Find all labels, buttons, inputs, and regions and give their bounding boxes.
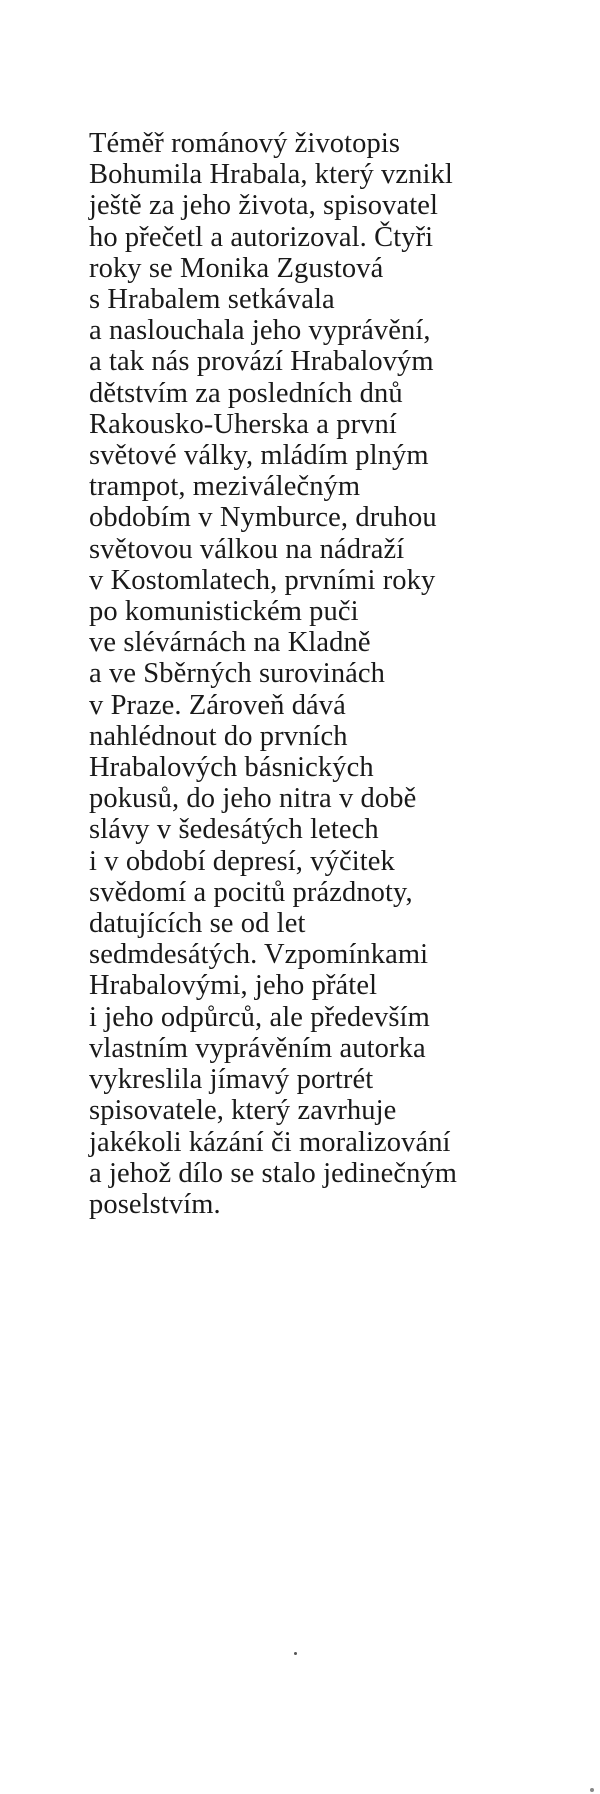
- blurb-line: s Hrabalem setkávala: [89, 284, 335, 316]
- blurb-line: obdobím v Nymburce, druhou: [89, 502, 437, 534]
- blurb-line: pokusů, do jeho nitra v době: [89, 783, 417, 815]
- blurb-line: dětstvím za posledních dnů: [89, 377, 403, 409]
- blurb-line: vlastním vyprávěním autorka: [89, 1032, 426, 1064]
- blurb-line: roky se Monika Zgustová: [89, 252, 384, 284]
- blurb-line: slávy v šedesátých letech: [89, 814, 379, 846]
- blurb-line: vykreslila jímavý portrét: [89, 1064, 374, 1096]
- blurb-line: Téměř románový životopis: [89, 128, 401, 159]
- blurb-line: v Kostomlatech, prvními roky: [89, 564, 436, 596]
- book-blurb-text: [89, 128, 589, 1220]
- blurb-line: světové války, mládím plným: [89, 440, 429, 472]
- blurb-line: v Praze. Zároveň dává: [89, 689, 346, 721]
- blurb-line: poselstvím.: [89, 1188, 221, 1220]
- blurb-line: spisovatele, který zavrhuje: [89, 1095, 397, 1127]
- blurb-line: Hrabalovými, jeho přátel: [89, 970, 378, 1002]
- blurb-line: Bohumila Hrabala, který vznikl: [89, 159, 453, 191]
- blurb-line: Rakousko-Uherska a první: [89, 408, 397, 440]
- blurb-line: po komunistickém puči: [89, 596, 359, 628]
- blurb-line: sedmdesátých. Vzpomínkami: [89, 939, 429, 971]
- blurb-line: i v období depresí, výčitek: [89, 845, 395, 877]
- scan-speck: [294, 1652, 297, 1655]
- blurb-line: světovou válkou na nádraží: [89, 533, 405, 565]
- blurb-line: trampot, meziválečným: [89, 471, 361, 503]
- blurb-line: ve slévárnách na Kladně: [89, 627, 371, 659]
- blurb-line: Hrabalových básnických: [89, 752, 374, 784]
- blurb-line: ho přečetl a autorizoval. Čtyři: [89, 221, 434, 253]
- blurb-line: a naslouchala jeho vyprávění,: [89, 315, 431, 347]
- blurb-line: a ve Sběrných surovinách: [89, 658, 386, 690]
- blurb-line: ještě za jeho života, spisovatel: [89, 190, 439, 222]
- blurb-line: datujících se od let: [89, 908, 306, 940]
- blurb-line: a jehož dílo se stalo jedinečným: [89, 1157, 458, 1189]
- blurb-line: i jeho odpůrců, ale především: [89, 1001, 430, 1033]
- blurb-line: a tak nás provází Hrabalovým: [89, 346, 434, 378]
- blurb-line: nahlédnout do prvních: [89, 720, 348, 752]
- blurb-line: jakékoli kázání či moralizování: [89, 1126, 451, 1158]
- scan-speck: [590, 1788, 594, 1792]
- blurb-line: svědomí a pocitů prázdnoty,: [89, 876, 413, 908]
